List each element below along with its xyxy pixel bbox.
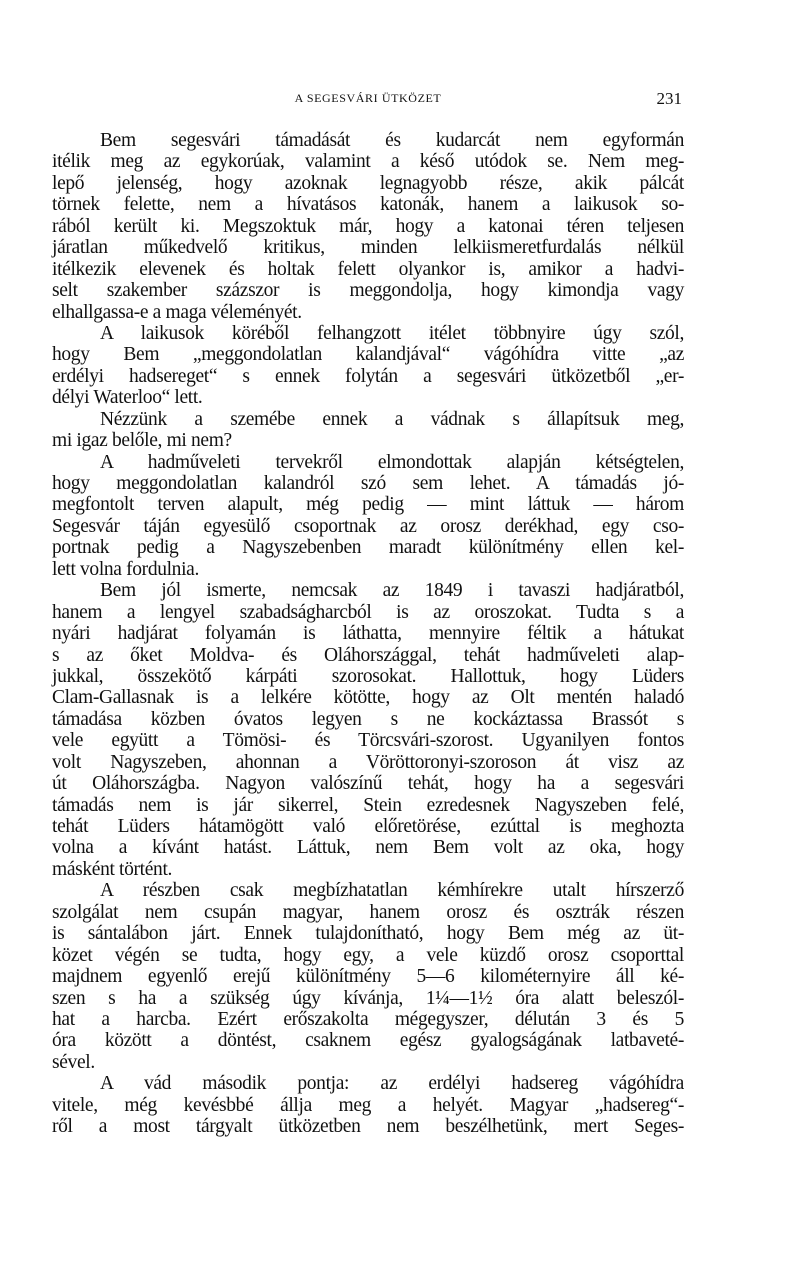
paragraph: [52, 1073, 684, 1137]
text-line: sével.: [52, 1051, 95, 1073]
text-line: óra között a döntést, csaknem egész gyalogságának latbaveté-: [52, 1030, 684, 1052]
text-line: hanem a lengyel szabadságharcból is az oroszokat. Tudta s a: [52, 601, 684, 623]
text-line: itélik meg az egykorúak, valamint a késő utódok se. Nem meg-: [52, 151, 684, 173]
text-line: jukkal, összekötő kárpáti szorosokat. Hallottuk, hogy Lüders: [52, 665, 684, 687]
text-line: majdnem egyenlő erejű különítmény 5—6 kilométernyire áll ké-: [52, 966, 684, 988]
text-line: rából került ki. Megszoktuk már, hogy a katonai téren teljesen: [52, 215, 684, 237]
text-line: is sántalábon járt. Ennek tulajdonítható, hogy Bem még az üt-: [52, 923, 684, 945]
text-line: törnek felette, nem a hívatásos katonák, hanem a laikusok so-: [52, 194, 684, 216]
text-line: vele együtt a Tömösi- és Törcsvári-szorost. Ugyanilyen fontos: [52, 730, 684, 752]
text-line: járatlan műkedvelő kritikus, minden lelkiismeretfurdalás nélkül: [52, 237, 684, 259]
text-line: lepő jelenség, hogy azoknak legnagyobb része, akik pálcát: [52, 172, 684, 194]
text-line: mi igaz belőle, mi nem?: [52, 430, 232, 452]
paragraph: [52, 130, 684, 323]
text-line: Bem jól ismerte, nemcsak az 1849 i tavaszi hadjáratból,: [100, 580, 684, 602]
text-line: vitele, még kevésbbé állja meg a helyét. Magyar „hadsereg“-: [52, 1094, 684, 1116]
paragraph: [52, 323, 684, 409]
text-line: út Oláhországba. Nagyon valószínű tehát, hogy ha a segesvári: [52, 773, 684, 795]
text-line: lett volna fordulnia.: [52, 558, 199, 580]
text-line: hogy Bem „meggondolatlan kalandjával“ vágóhídra vitte „az: [52, 344, 684, 366]
text-line: szen s ha a szükség úgy kívánja, 1¼—1½ óra alatt beleszól-: [52, 987, 684, 1009]
running-title: A SEGESVÁRI ÜTKÖZET: [294, 91, 442, 105]
text-line: A hadműveleti tervekről elmondottak alapján kétségtelen,: [100, 451, 684, 473]
text-line: erdélyi hadsereget“ s ennek folytán a segesvári ütközetből „er-: [52, 365, 684, 387]
text-line: s az őket Moldva- és Oláhországgal, tehát hadműveleti alap-: [52, 644, 684, 666]
text-line: Segesvár táján egyesülő csoportnak az orosz derékhad, egy cso-: [52, 515, 684, 537]
text-line: elhallgassa-e a maga véleményét.: [52, 301, 302, 323]
body-text: [52, 130, 684, 1138]
text-line: szolgálat nem csupán magyar, hanem orosz és osztrák részen: [52, 901, 684, 923]
text-line: Bem segesvári támadását és kudarcát nem egyformán: [100, 130, 684, 151]
text-line: Nézzünk a szemébe ennek a vádnak s állapítsuk meg,: [100, 408, 684, 430]
text-line: nyári hadjárat folyamán is láthatta, mennyire féltik a hátukat: [52, 623, 684, 645]
text-line: selt szakember százszor is meggondolja, hogy kimondja vagy: [52, 280, 684, 302]
paragraph: [52, 409, 684, 452]
text-line: volna a kívánt hatást. Láttuk, nem Bem volt az oka, hogy: [52, 837, 684, 859]
text-line: közet végén se tudta, hogy egy, a vele küzdő orosz csoporttal: [52, 944, 684, 966]
text-line: volt Nagyszeben, ahonnan a Vöröttoronyi-szoroson át visz az: [52, 751, 684, 773]
text-line: hat a harcba. Ezért erőszakolta mégegyszer, délután 3 és 5: [52, 1008, 684, 1030]
text-line: tehát Lüders hátamögött való előretörése, ezúttal is meghozta: [52, 816, 684, 837]
text-line: támadás nem is jár sikerrel, Stein ezredesnek Nagyszeben felé,: [52, 794, 684, 816]
text-line: másként történt.: [52, 858, 173, 880]
text-line: itélkezik elevenek és holtak felett olyankor is, amikor a hadvi-: [52, 258, 684, 280]
text-line: A részben csak megbízhatatlan kémhírekre utalt hírszerző: [100, 880, 684, 902]
text-line: hogy meggondolatlan kalandról szó sem lehet. A támadás jó-: [52, 473, 684, 494]
paragraph: [52, 880, 684, 1073]
page-number: 231: [656, 89, 682, 108]
text-line: A laikusok köréből felhangzott itélet többnyire úgy szól,: [100, 322, 684, 344]
text-line: A vád második pontja: az erdélyi hadsereg vágóhídra: [100, 1073, 684, 1095]
text-line: támadása közben óvatos legyen s ne kockáztassa Brassót s: [52, 708, 684, 730]
text-line: délyi Waterloo“ lett.: [52, 387, 203, 409]
running-head: [52, 89, 684, 109]
text-line: megfontolt terven alapult, még pedig — mint láttuk — három: [52, 494, 684, 516]
paragraph: [52, 580, 684, 880]
text-line: portnak pedig a Nagyszebenben maradt különítmény ellen kel-: [52, 537, 684, 559]
text-line: ről a most tárgyalt ütközetben nem beszélhetünk, mert Seges-: [52, 1116, 684, 1138]
paragraph: [52, 452, 684, 581]
text-line: Clam-Gallasnak is a lelkére kötötte, hogy az Olt mentén haladó: [52, 687, 684, 709]
